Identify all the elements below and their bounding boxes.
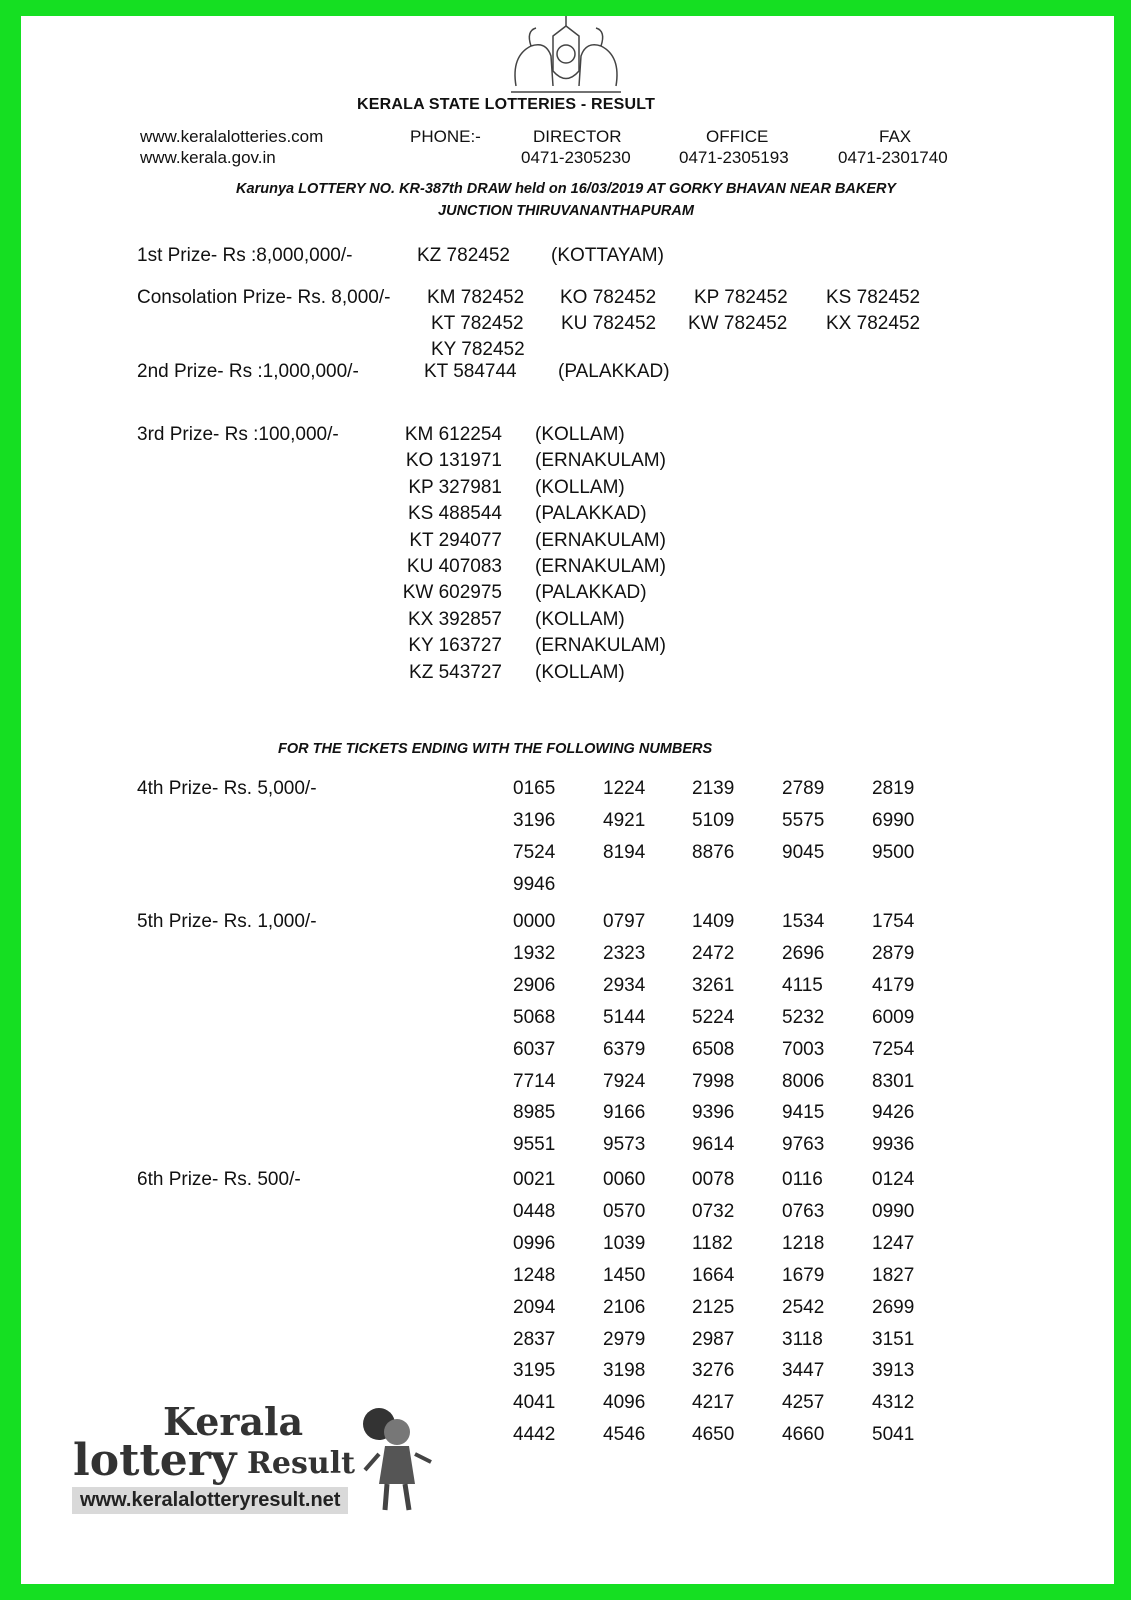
winning-number: 7714 [513,1070,556,1092]
winning-number: 4546 [603,1424,646,1446]
winning-number: 1932 [513,942,556,964]
website-link-1[interactable]: www.keralalotteries.com [140,127,324,146]
winning-number: 5109 [692,809,735,831]
consolation-ticket: KM 782452 [427,287,525,308]
winning-number: 2934 [603,974,646,996]
winning-number: 4041 [513,1392,556,1414]
winning-number: 4921 [603,809,646,831]
winning-number: 1247 [872,1232,915,1254]
winning-number: 7524 [513,841,556,863]
consolation-ticket: KY 782452 [431,339,525,360]
winning-number: 3447 [782,1360,825,1382]
winning-number: 5041 [872,1424,915,1446]
consolation-ticket: KS 782452 [826,287,921,308]
third-prize-place: (ERNAKULAM) [535,529,666,551]
ending-numbers-heading: FOR THE TICKETS ENDING WITH THE FOLLOWING NUMBERS [278,741,713,757]
winning-number: 5144 [603,1006,646,1028]
third-prize-ticket: KX 392857 [407,608,502,630]
third-prize-place: (ERNAKULAM) [535,556,666,577]
winning-number: 6508 [692,1038,735,1060]
winning-number: 2906 [513,974,556,996]
fax-label: FAX [879,127,912,146]
consolation-ticket: KT 782452 [431,313,524,334]
second-prize-place: (PALAKKAD) [558,361,670,382]
third-prize-place: (ERNAKULAM) [535,635,666,657]
page-title: KERALA STATE LOTTERIES - RESULT [357,96,656,113]
third-prize-ticket: KZ 543727 [409,661,502,683]
winning-number: 8876 [692,841,735,863]
winning-number: 4312 [872,1392,915,1414]
consolation-ticket: KP 782452 [694,287,788,308]
winning-number: 0165 [513,778,556,799]
winning-number: 0732 [692,1200,735,1222]
winning-number: 2323 [603,942,646,964]
third-prize-place: (PALAKKAD) [535,503,647,525]
winning-number: 1182 [692,1232,733,1254]
winning-number: 2879 [872,942,915,964]
watermark-word-result: Result [247,1446,355,1481]
third-prize-ticket: KT 294077 [409,529,502,551]
first-prize-place: (KOTTAYAM) [551,245,664,266]
winning-number: 2139 [692,778,735,799]
winning-number: 8006 [782,1070,825,1092]
winning-number: 4660 [782,1424,825,1446]
third-prize-place: (KOLLAM) [535,661,625,683]
winning-number: 6379 [603,1038,646,1060]
winning-number: 8301 [872,1070,915,1092]
winning-number: 0797 [603,911,646,932]
winning-number: 4257 [782,1392,825,1414]
winning-number: 8985 [513,1102,556,1124]
draw-info-line-2: JUNCTION THIRUVANANTHAPURAM [438,203,694,219]
winning-number: 8194 [603,841,646,863]
winning-number: 0570 [603,1200,646,1222]
winning-number: 5224 [692,1006,735,1028]
winning-number: 9426 [872,1102,915,1124]
winning-number: 3276 [692,1360,735,1382]
winning-number: 1409 [692,911,735,932]
third-prize-place: (KOLLAM) [535,608,625,630]
winning-number: 9415 [782,1102,825,1124]
winning-number: 0060 [603,1169,646,1190]
sixth-prize-label: 6th Prize- Rs. 500/- [137,1169,301,1190]
winning-number: 2979 [603,1328,646,1350]
winning-number: 3118 [782,1328,823,1350]
winning-number: 2472 [692,942,735,964]
winning-number: 1754 [872,911,915,932]
winning-number: 1218 [782,1232,825,1254]
consolation-ticket: KW 782452 [688,313,788,334]
winning-number: 2125 [692,1296,735,1318]
winning-number: 2699 [872,1296,915,1318]
second-prize-label: 2nd Prize- Rs :1,000,000/- [137,361,359,382]
third-prize-label: 3rd Prize- Rs :100,000/- [137,424,339,445]
winning-number: 7924 [603,1070,646,1092]
third-prize-ticket: KP 327981 [408,476,502,498]
winning-number: 0763 [782,1200,825,1222]
office-label: OFFICE [706,127,769,146]
winning-number: 6990 [872,809,915,831]
winning-number: 5232 [782,1006,825,1028]
winning-number: 0996 [513,1232,556,1254]
winning-number: 2542 [782,1296,825,1318]
winning-number: 3261 [692,974,735,996]
winning-number: 2987 [692,1328,735,1350]
winning-number: 5575 [782,809,825,831]
winning-number: 4650 [692,1424,735,1446]
winning-number: 1679 [782,1264,825,1286]
winning-number: 6009 [872,1006,915,1028]
winning-number: 1664 [692,1264,735,1286]
winning-number: 4096 [603,1392,646,1414]
winning-number: 9763 [782,1134,825,1156]
watermark-url[interactable]: www.keralalotteryresult.net [72,1487,348,1514]
third-prize-ticket: KY 163727 [408,635,502,657]
winning-number: 9614 [692,1134,735,1156]
winning-number: 1224 [603,778,646,799]
second-prize-ticket: KT 584744 [424,361,517,382]
winning-number: 9573 [603,1134,646,1156]
winning-number: 9045 [782,841,825,863]
third-prize-place: (KOLLAM) [535,476,625,498]
fifth-prize-label: 5th Prize- Rs. 1,000/- [137,911,317,932]
winning-number: 4442 [513,1424,556,1446]
consolation-ticket: KO 782452 [560,287,657,308]
winning-number: 9936 [872,1134,915,1156]
consolation-ticket: KX 782452 [826,313,921,334]
winning-number: 4115 [782,974,823,996]
winning-number: 4217 [692,1392,735,1414]
fax-number: 0471-2301740 [838,148,948,167]
winning-number: 0124 [872,1169,915,1190]
director-phone: 0471-2305230 [521,148,631,167]
winning-number: 0116 [782,1169,823,1190]
office-phone: 0471-2305193 [679,148,789,167]
winning-number: 0448 [513,1200,556,1222]
winning-number: 9551 [513,1134,556,1156]
consolation-ticket: KU 782452 [561,313,657,334]
winning-number: 9396 [692,1102,735,1124]
third-prize-place: (PALAKKAD) [535,582,647,604]
winning-number: 4179 [872,974,915,996]
winning-number: 0078 [692,1169,735,1190]
third-prize-place: (KOLLAM) [535,424,625,445]
first-prize-label: 1st Prize- Rs :8,000,000/- [137,245,353,266]
third-prize-ticket: KS 488544 [407,503,502,525]
winning-number: 0990 [872,1200,915,1222]
third-prize-ticket: KW 602975 [402,582,502,604]
kerala-emblem-icon [501,16,631,96]
winning-number: 6037 [513,1038,556,1060]
winning-number: 1450 [603,1264,646,1286]
winning-number: 1534 [782,911,825,932]
third-prize-ticket: KU 407083 [406,556,502,577]
winning-number: 7998 [692,1070,735,1092]
winning-number: 1827 [872,1264,915,1286]
winning-number: 2696 [782,942,825,964]
winning-number: 1248 [513,1264,556,1286]
website-link-2[interactable]: www.kerala.gov.in [140,148,276,167]
winning-number: 5068 [513,1006,556,1028]
consolation-prize-label: Consolation Prize- Rs. 8,000/- [137,287,391,308]
winning-number: 7254 [872,1038,915,1060]
winning-number: 3913 [872,1360,915,1382]
winning-number: 9500 [872,841,915,863]
fourth-prize-label: 4th Prize- Rs. 5,000/- [137,778,317,799]
winning-number: 2094 [513,1296,556,1318]
director-label: DIRECTOR [533,127,622,146]
third-prize-ticket: KM 612254 [404,424,502,445]
draw-info-line-1: Karunya LOTTERY NO. KR-387th DRAW held on 16/03/2019 AT GORKY BHAVAN NEAR BAKERY [236,181,896,197]
winning-number: 9946 [513,873,556,895]
winning-number: 2819 [872,778,915,799]
winning-number: 9166 [603,1102,646,1124]
winning-number: 0021 [513,1169,556,1190]
winning-number: 3195 [513,1360,556,1382]
phone-label: PHONE:- [410,127,481,146]
winning-number: 0000 [513,911,556,932]
winning-number: 2789 [782,778,825,799]
mascot-figure-icon [359,1402,437,1514]
watermark-word-lottery: lottery [73,1435,237,1486]
winning-number: 3196 [513,809,556,831]
result-page [21,16,1114,1584]
first-prize-ticket: KZ 782452 [417,245,510,266]
third-prize-place: (ERNAKULAM) [535,450,666,472]
winning-number: 3151 [872,1328,915,1350]
winning-number: 7003 [782,1038,825,1060]
winning-number: 3198 [603,1360,646,1382]
watermark-word-kerala: Kerala [163,1399,304,1444]
winning-number: 2106 [603,1296,646,1318]
third-prize-ticket: KO 131971 [405,450,502,472]
winning-number: 2837 [513,1328,556,1350]
winning-number: 1039 [603,1232,646,1254]
